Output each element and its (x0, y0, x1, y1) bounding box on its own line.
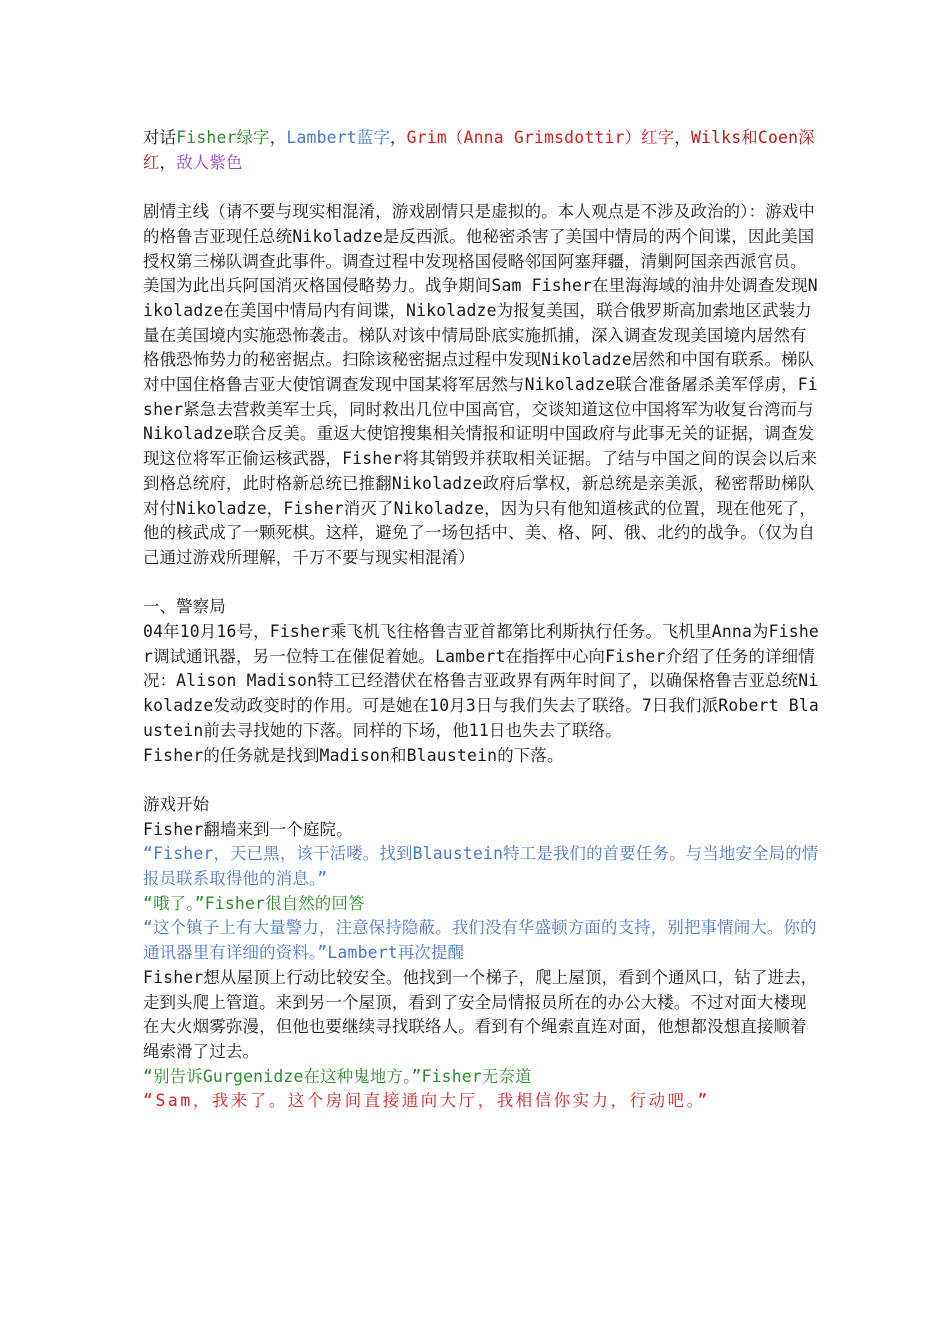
legend-wilks-coen: Wilks和Coen深红 (143, 128, 815, 172)
spacer (143, 768, 823, 793)
legend-separator: ， (159, 152, 177, 172)
mission-briefing: 04年10月16号，Fisher乘飞机飞往格鲁吉亚首都第比利斯执行任务。飞机里Anna为Fisher调试通讯器，另一位特工在催促着她。Lambert在指挥中心向Fisher介绍了任务的详细情况：Alison Madison特工已经潜伏在格鲁吉亚政界有两年时间了，以确保格鲁吉亚总统Nikoladze发动政变时的作用。可是她在10月3日与我们失去了联络。7日我们派Robert Blaustein前去寻找她的下落。同样的下场，他11日也失去了联络。 (143, 622, 819, 740)
section-heading: 一、警察局 (143, 597, 226, 617)
legend-separator: ， (390, 128, 407, 147)
legend-lambert: Lambert蓝字 (286, 128, 391, 147)
legend-grim: Grim（Anna Grimsdottir）红字 (406, 128, 675, 147)
spacer (143, 175, 823, 200)
legend-separator: ， (674, 128, 691, 147)
spacer (143, 571, 823, 596)
document-page (143, 126, 823, 1114)
mission-task: Fisher的任务就是找到Madison和Blaustein的下落。 (143, 745, 564, 765)
plot-summary: 剧情主线（请不要与现实相混淆，游戏剧情只是虚拟的。本人观点是不涉及政治的）：游戏中的格鲁吉亚现任总统Nikoladze是反西派。他秘密杀害了美国中情局的两个间谍，因此美国授权第三梯队调查此事件。调查过程中发现格国侵略邻国阿塞拜疆，清剿阿国亲西派官员。美国为此出兵阿国消灭格国侵略势力。战争期间Sam Fisher在里海海域的油井处调查发现Nikoladze在美国中情局内有间谍，Nikoladze为报复美国，联合俄罗斯高加索地区武装力量在美国境内实施恐怖袭击。梯队对该中情局卧底实施抓捕，深入调查发现美国境内居然有格俄恐怖势力的秘密据点。扫除该秘密据点过程中发现Nikoladze居然和中国有联系。梯队对中国住格鲁吉亚大使馆调查发现中国某将军居然与Nikoladze联合准备屠杀美军俘虏，Fisher紧急去营救美军士兵，同时救出几位中国高官，交谈知道这位中国将军为收复台湾而与Nikoladze联合反美。重返大使馆搜集相关情报和证明中国政府与此事无关的证据，调查发现这位将军正偷运核武器，Fisher将其销毁并获取相关证据。了结与中国之间的误会以后来到格总统府，此时格新总统已推翻Nikoladze政府后掌权，新总统是亲美派，秘密帮助梯队对付Nikoladze，Fisher消灭了Nikoladze，因为只有他知道核武的位置，现在他死了，他的核武成了一颗死棋。这样，避免了一场包括中、美、格、阿、俄、北约的战争。（仅为自己通过游戏所理解，千万不要与现实相混淆） (143, 202, 818, 567)
legend-intro: 对话 (143, 128, 177, 147)
fisher-dialogue: “哦了。”Fisher很自然的回答 (143, 893, 365, 913)
lambert-dialogue: “Fisher，天已黑，该干活喽。找到Blaustein特工是我们的首要任务。与当地安全局的情报员联系取得他的消息。” (143, 844, 819, 889)
grim-dialogue: “Sam，我来了。这个房间直接通向大厅，我相信你实力，行动吧。” (143, 1091, 710, 1111)
game-start-heading: 游戏开始 (143, 794, 210, 814)
narration-paragraph: Fisher想从屋顶上行动比较安全。他找到一个梯子，爬上屋顶，看到个通风口，钻了进去，走到头爬上管道。来到另一个屋顶，看到了安全局情报员所在的办公大楼。不过对面大楼现在大火烟雾弥漫，但他也要继续寻找联络人。看到有个绳索直连对面，他想都没想直接顺着绳索滑了过去。 (143, 967, 818, 1061)
lambert-dialogue: “这个镇子上有大量警力，注意保持隐蔽。我们没有华盛顿方面的支持，别把事情闹大。你的通讯器里有详细的资料。”Lambert再次提醒 (143, 918, 817, 963)
legend-separator: ， (269, 128, 287, 147)
narration-line: Fisher翻墙来到一个庭院。 (143, 819, 353, 839)
legend-enemy: 敌人紫色 (176, 152, 243, 172)
color-legend (143, 126, 823, 175)
fisher-dialogue: “别告诉Gurgenidze在这种鬼地方。”Fisher无奈道 (143, 1066, 532, 1086)
legend-fisher: Fisher绿字 (176, 128, 270, 147)
